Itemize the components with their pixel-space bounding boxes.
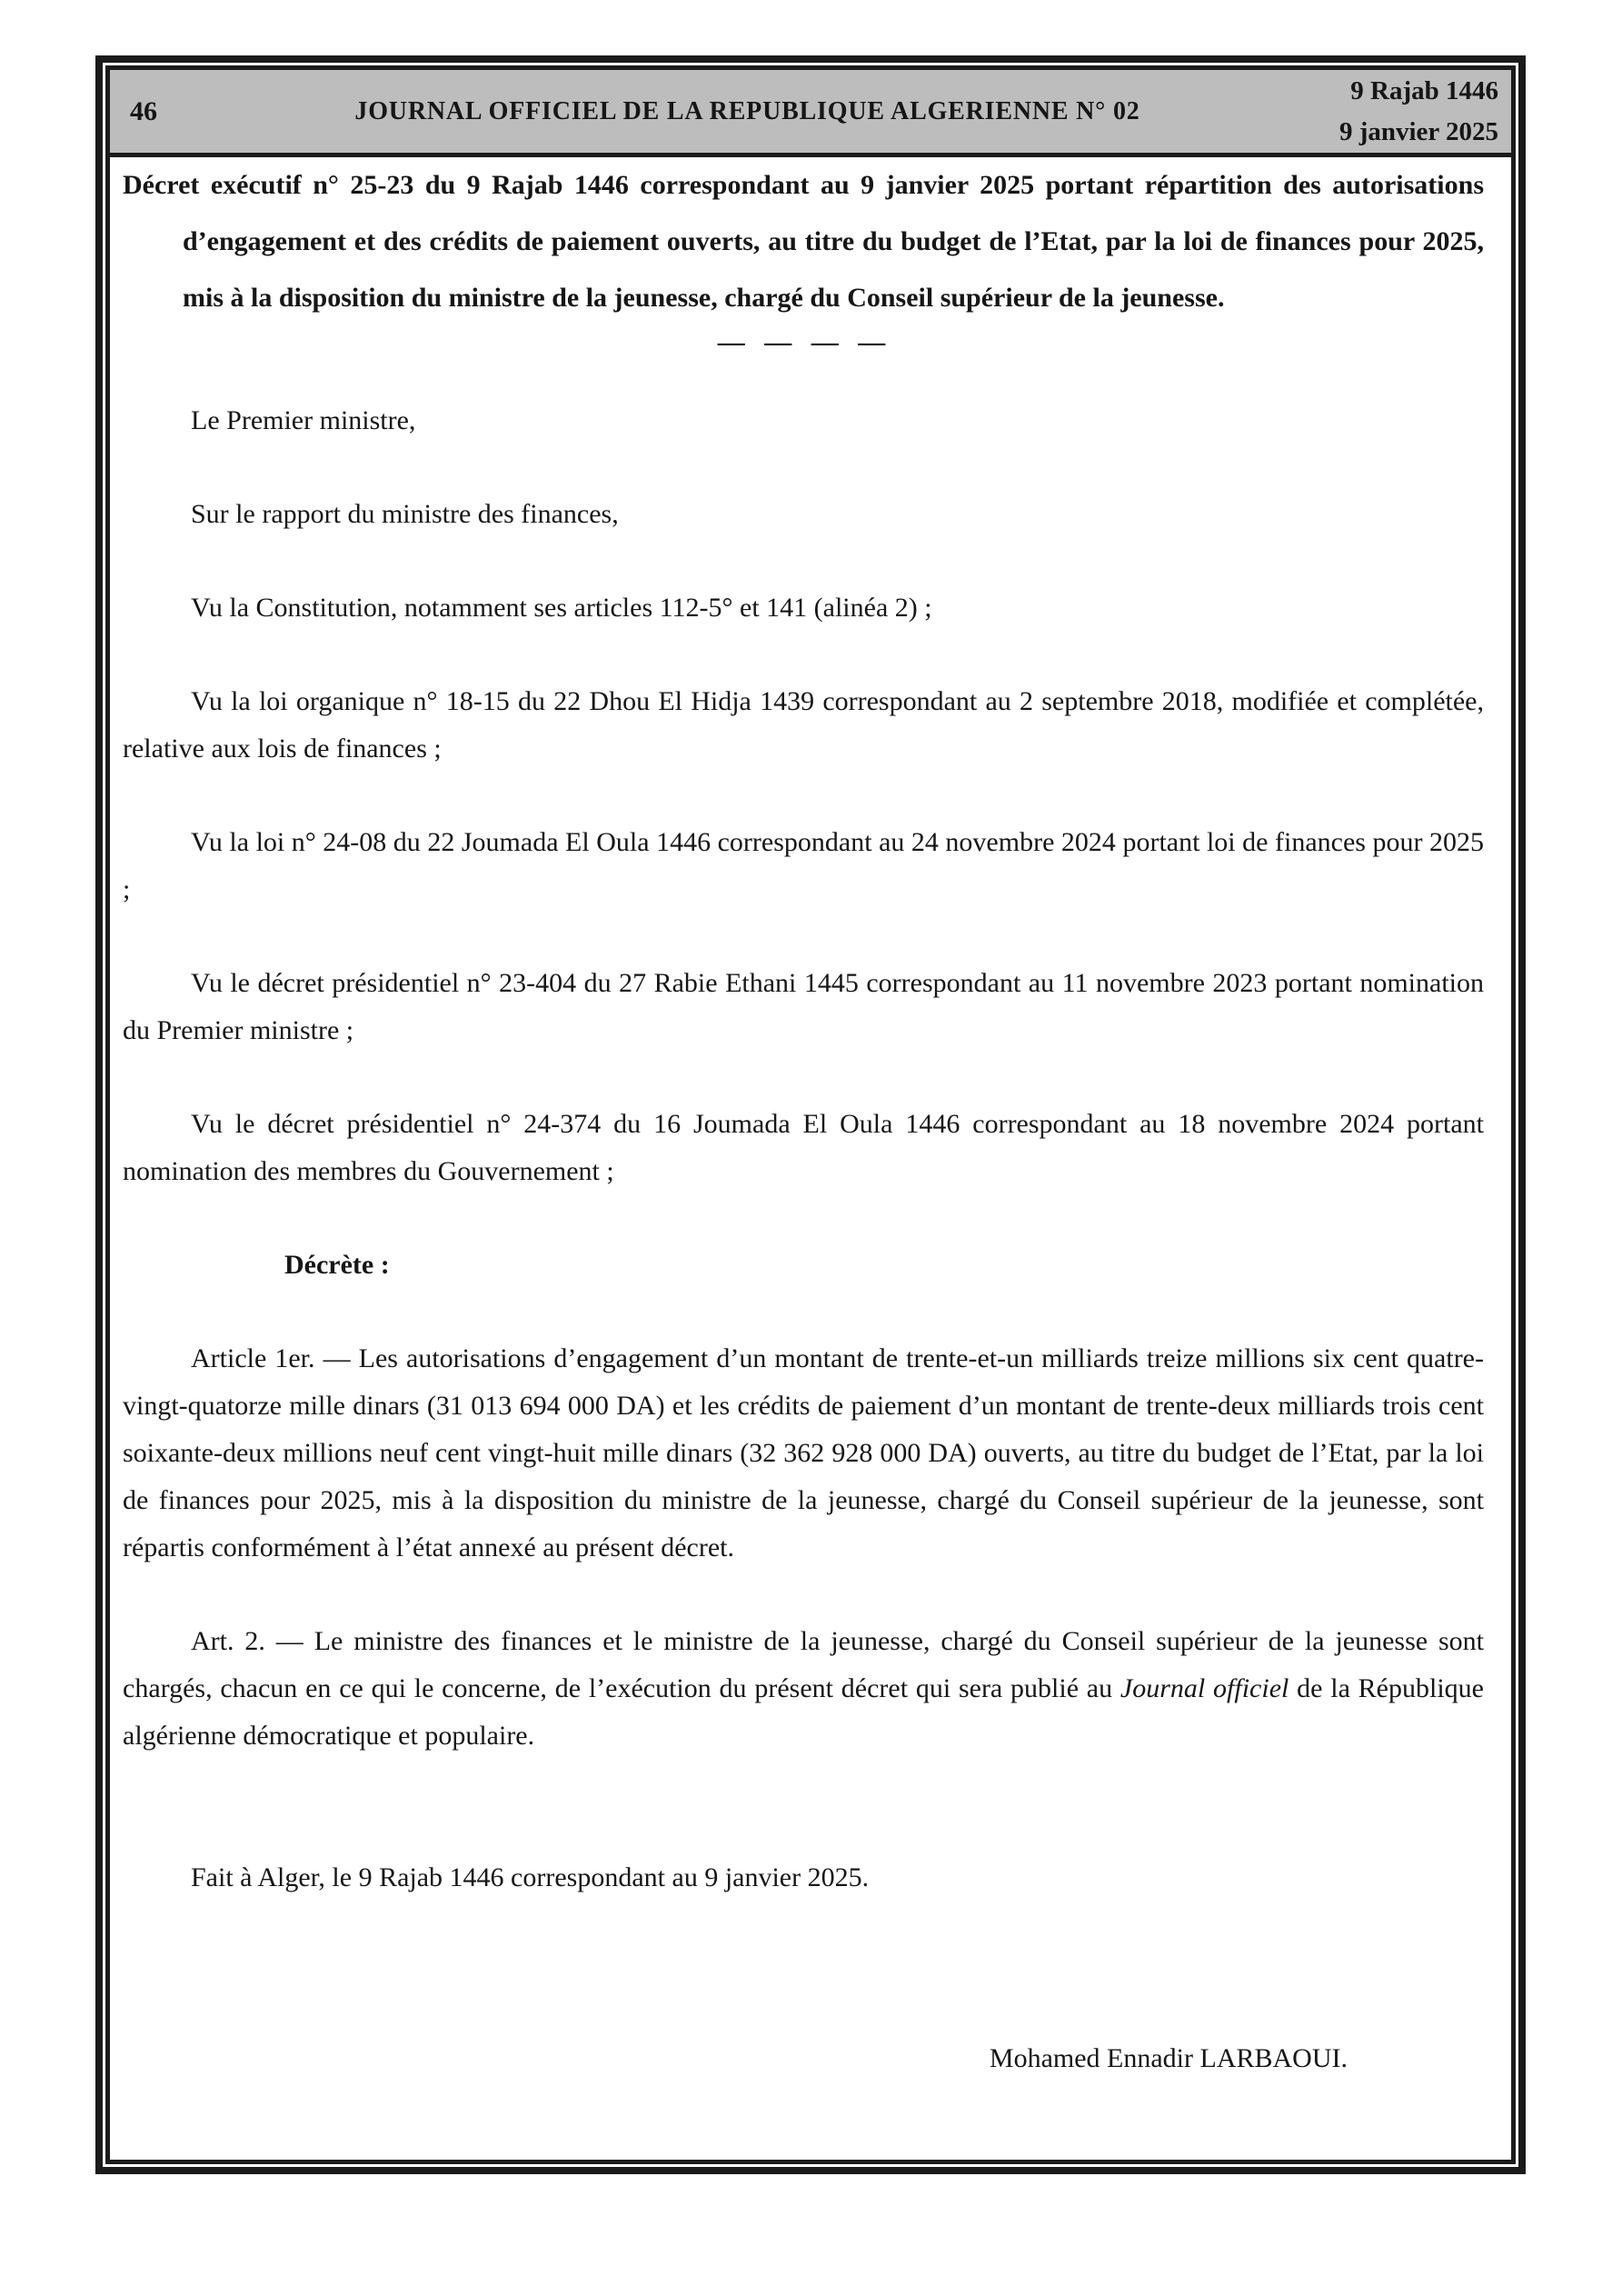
preamble-paragraph: Vu la loi n° 24-08 du 22 Joumada El Oula 1446 correspondant au 24 novembre 2024 portant loi de finances pour 2025 ; (123, 827, 1484, 904)
page-number: 46 (130, 95, 157, 126)
journal-title: JOURNAL OFFICIEL DE LA REPUBLIQUE ALGERIENNE N° 02 (354, 96, 1140, 125)
journal-officiel-italic: Journal officiel (1119, 1673, 1289, 1703)
preamble-paragraph: Vu le décret présidentiel n° 24-374 du 16 Joumada El Oula 1446 correspondant au 18 novembre 2024 portant nomination des membres du Gouvernement ; (123, 1109, 1484, 1186)
separator-dashes: — — — — (717, 327, 890, 357)
header-dates (1269, 71, 1511, 153)
article-2-text: Art. 2. — Le ministre des finances et le ministre de la jeunesse, chargé du Conseil supérieur de la jeunesse sont chargés, chacun en ce qui le concerne, de l’exécution du présent décret qui sera publié au (123, 1626, 1484, 1703)
page-frame (95, 55, 1526, 2174)
header-band (110, 70, 1511, 157)
date-hijri: 9 Rajab 1446 (1350, 75, 1498, 105)
signature: Mohamed Ennadir LARBAOUI. (989, 2043, 1348, 2073)
preamble-paragraph: Vu le décret présidentiel n° 23-404 du 27 Rabie Ethani 1445 correspondant au 11 novembre 2023 portant nomination du Premier ministre ; (123, 968, 1484, 1045)
preamble-paragraph: Vu la Constitution, notamment ses articles 112-5° et 141 (alinéa 2) ; (191, 593, 932, 623)
article-2 (123, 1618, 1484, 1760)
decree-title: Décret exécutif n° 25-23 du 9 Rajab 1446 correspondant au 9 janvier 2025 portant répartition des autorisations d’engagement et des crédits de paiement ouverts, au titre du budget de l’Etat, par la loi de finances pour 2025, mis à la disposition du ministre de la jeunesse, chargé du Conseil supérieur de la jeunesse. (123, 170, 1484, 313)
page-inner-frame (105, 65, 1516, 2164)
decrete-label: Décrète : (284, 1250, 390, 1280)
article-2-text-end: de la République algérienne démocratique et populaire. (123, 1673, 1484, 1751)
date-gregorian: 9 janvier 2025 (1338, 116, 1498, 146)
closing-line: Fait à Alger, le 9 Rajab 1446 correspondant au 9 janvier 2025. (191, 1862, 870, 1892)
preamble-paragraph: Vu la loi organique n° 18-15 du 22 Dhou El Hidja 1439 correspondant au 2 septembre 2018, modifiée et complétée, relative aux lois de finances ; (123, 686, 1484, 764)
preamble-paragraph: Sur le rapport du ministre des finances, (191, 499, 619, 529)
decree-body (110, 157, 1511, 2160)
preamble-paragraph: Le Premier ministre, (191, 405, 416, 435)
article-1: Article 1er. — Les autorisations d’engagement d’un montant de trente-et-un milliards treize millions six cent quatre-vingt-quatorze mille dinars (31 013 694 000 DA) et les crédits de paiement d’un montant de trente-deux milliards trois cent soixante-deux millions neuf cent vingt-huit mille dinars (32 362 928 000 DA) ouverts, au titre du budget de l’Etat, par la loi de finances pour 2025, mis à la disposition du ministre de la jeunesse, chargé du Conseil supérieur de la jeunesse, sont répartis conformément à l’état annexé au présent décret. (123, 1343, 1484, 1562)
